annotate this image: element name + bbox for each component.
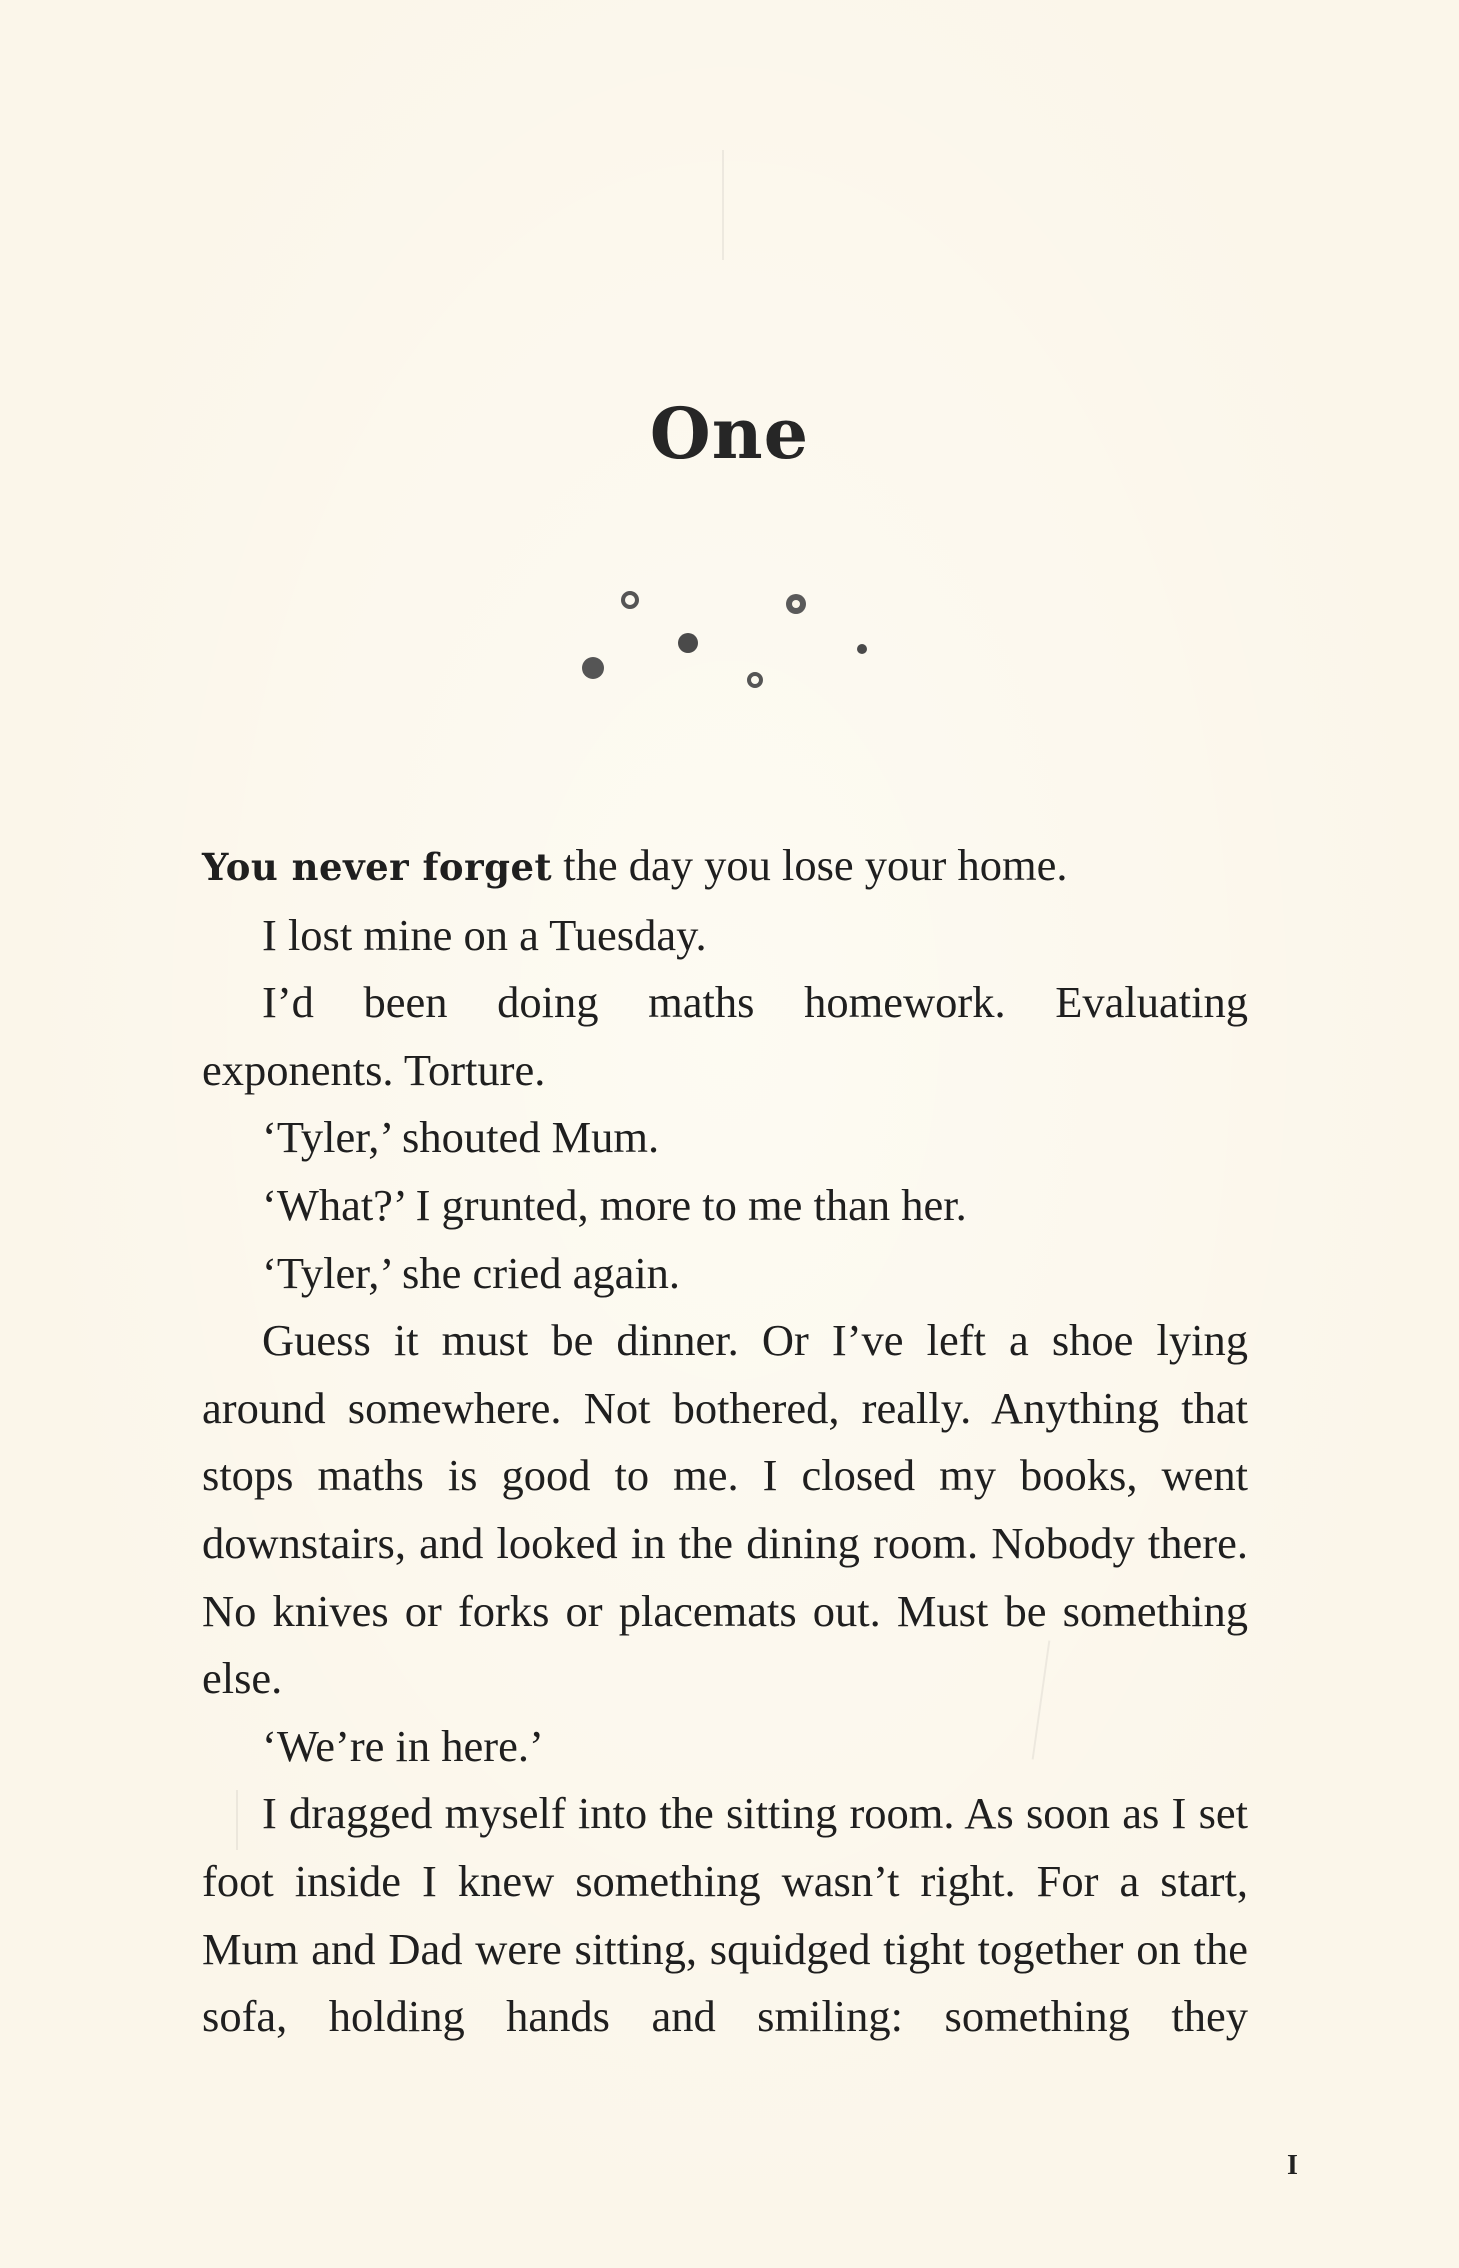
paragraph: I dragged myself into the sitting room. As soon as I set foot inside I knew something wasn’t right. For a start, Mum and Dad were sitting, squidged tight together on the sofa, holding hands and smiling: something they: [202, 1788, 1248, 2042]
chapter-title: One: [649, 392, 810, 475]
scattered-dots-ornament-icon: [560, 580, 880, 700]
lead-in-text: You never forget: [202, 845, 553, 889]
paragraph: ‘Tyler,’ she cried again.: [262, 1247, 681, 1298]
paragraph: ‘Tyler,’ shouted Mum.: [262, 1112, 660, 1163]
paragraph: I lost mine on a Tuesday.: [262, 909, 707, 960]
paragraph: ‘We’re in here.’: [262, 1720, 544, 1771]
page-number: I: [1287, 2150, 1298, 2181]
opening-paragraph: [202, 832, 1248, 902]
chapter-body: [202, 832, 1248, 2051]
paragraph: I’d been doing maths homework. Evaluating exponents. Torture.: [202, 977, 1248, 1095]
paragraph-text: the day you lose your home.: [552, 840, 1068, 890]
show-through-line: [722, 150, 724, 260]
paragraph: Guess it must be dinner. Or I’ve left a shoe lying around somewhere. Not bothered, really. Anything that stops maths is good to me. I closed my books, went downstairs, and looked in the dining room. Nobody there. No knives or forks or placemats out. Must be something else.: [202, 1315, 1248, 1704]
paragraph: ‘What?’ I grunted, more to me than her.: [262, 1179, 967, 1230]
